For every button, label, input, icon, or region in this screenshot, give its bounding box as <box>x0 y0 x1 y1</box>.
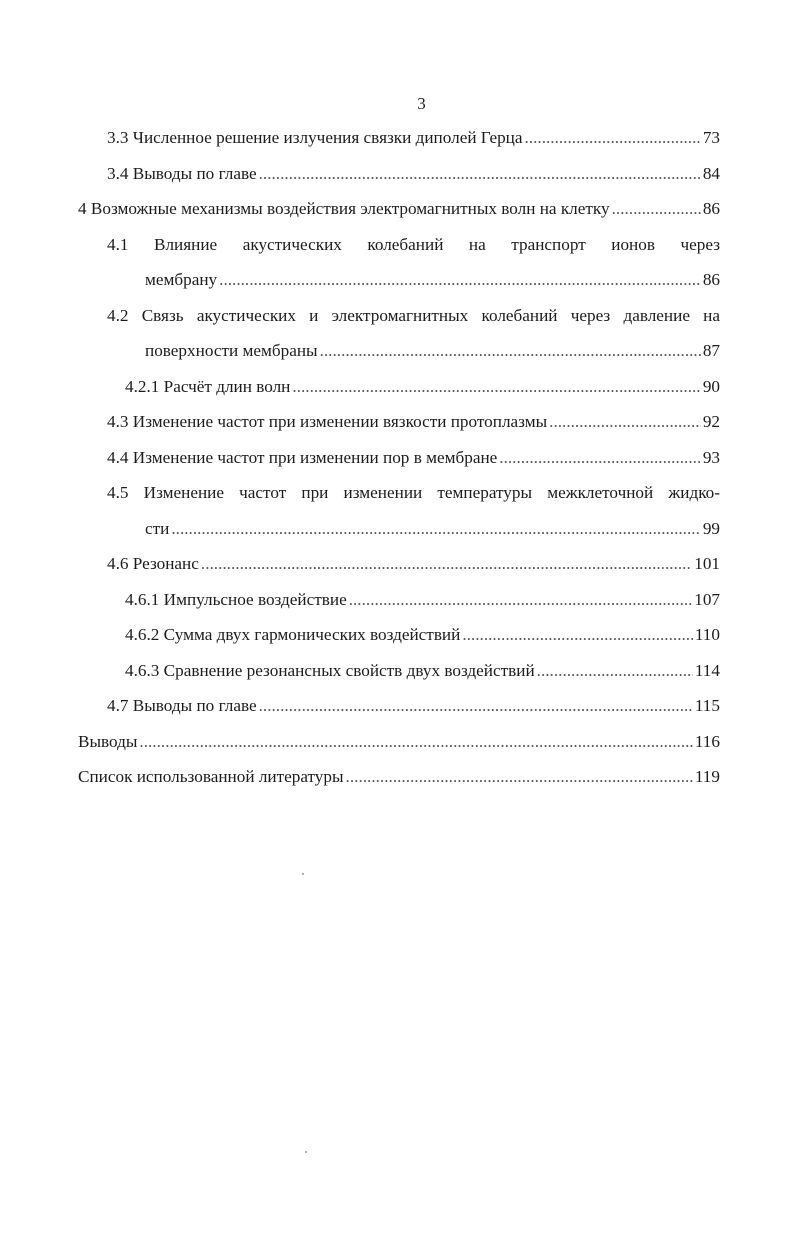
toc-entry-label: 4.5 Изменение частот при изменении температуры межклеточной жидко- <box>107 483 720 502</box>
toc-entry-label-continuation: сти <box>145 518 170 538</box>
toc-entry-page: 93 <box>702 447 720 467</box>
toc-entry-page: 119 <box>694 767 720 786</box>
toc-entry-4-1-line2[interactable] <box>78 270 720 306</box>
toc-entry-label-continuation: мембрану <box>145 270 218 289</box>
toc-dot-leader <box>525 128 701 148</box>
toc-dot-leader <box>349 590 693 610</box>
toc-entry-4-5-line2[interactable] <box>78 519 720 555</box>
toc-entry-page: 114 <box>694 660 720 680</box>
toc-entry-4-2-1[interactable] <box>78 377 720 413</box>
toc-entry-page: 86 <box>702 199 720 218</box>
page-number: 3 <box>417 94 426 113</box>
toc-entry-conclusions[interactable] <box>78 732 720 768</box>
toc-dot-leader <box>292 377 700 397</box>
toc-entry-label: 4.6.3 Сравнение резонансных свойств двух воздействий <box>125 660 535 680</box>
toc-dot-leader <box>259 164 701 184</box>
toc-entry-label: 4.2.1 Расчёт длин волн <box>125 376 291 396</box>
toc-entry-label: 4.6 Резонанс <box>107 554 199 573</box>
toc-entry-label: 3.3 Численное решение излучения связки диполей Герца <box>107 128 523 147</box>
toc-dot-leader <box>171 519 700 539</box>
toc-dot-leader <box>219 270 701 290</box>
toc-entry-4-2-line1[interactable] <box>78 306 720 342</box>
toc-entry-4-6[interactable] <box>78 554 720 590</box>
toc-entry-page: 90 <box>702 376 720 396</box>
toc-entry-page: 99 <box>702 518 720 538</box>
toc-entry-4-4[interactable] <box>78 448 720 484</box>
toc-entry-label: 4.3 Изменение частот при изменении вязкости протоплазмы <box>107 412 548 431</box>
toc-entry-label: Выводы <box>78 731 138 751</box>
table-of-contents <box>78 128 720 803</box>
toc-entry-page: 73 <box>702 128 720 147</box>
toc-entry-3-4[interactable] <box>78 164 720 200</box>
toc-entry-page: 116 <box>694 731 720 751</box>
toc-entry-4-3[interactable] <box>78 412 720 448</box>
toc-dot-leader <box>612 199 701 219</box>
scan-speck <box>305 1151 307 1153</box>
toc-entry-page: 101 <box>694 554 720 573</box>
toc-dot-leader <box>320 341 701 361</box>
toc-entry-label: 4.7 Выводы по главе <box>107 696 257 715</box>
toc-entry-page: 87 <box>702 341 720 360</box>
toc-dot-leader <box>462 625 693 645</box>
toc-entry-4-6-3[interactable] <box>78 661 720 697</box>
toc-entry-page: 86 <box>702 270 720 289</box>
toc-entry-4[interactable] <box>78 199 720 235</box>
toc-entry-4-2-line2[interactable] <box>78 341 720 377</box>
toc-dot-leader <box>537 661 693 681</box>
toc-entry-label: 4.6.1 Импульсное воздействие <box>125 589 347 609</box>
toc-entry-label: 4.4 Изменение частот при изменении пор в мембране <box>107 447 498 467</box>
toc-entry-label: 4.6.2 Сумма двух гармонических воздействий <box>125 625 461 644</box>
toc-entry-3-3[interactable] <box>78 128 720 164</box>
toc-entry-4-1-line1[interactable] <box>78 235 720 271</box>
toc-entry-label-continuation: поверхности мембраны <box>145 341 318 360</box>
toc-dot-leader <box>549 412 701 432</box>
toc-entry-page: 110 <box>694 625 720 644</box>
toc-entry-label: 4 Возможные механизмы воздействия электромагнитных волн на клетку <box>78 199 610 218</box>
toc-entry-4-5-line1[interactable] <box>78 483 720 519</box>
toc-dot-leader <box>139 732 692 752</box>
toc-dot-leader <box>499 448 701 468</box>
toc-entry-4-6-1[interactable] <box>78 590 720 626</box>
toc-entry-4-7[interactable] <box>78 696 720 732</box>
toc-dot-leader <box>201 554 692 574</box>
toc-entry-label: 4.2 Связь акустических и электромагнитных колебаний через давление на <box>107 305 720 325</box>
toc-entry-page: 115 <box>694 696 720 715</box>
toc-entry-label: 3.4 Выводы по главе <box>107 163 257 183</box>
toc-dot-leader <box>259 696 693 716</box>
toc-entry-page: 84 <box>702 163 720 183</box>
scan-speck <box>302 873 304 875</box>
toc-entry-references[interactable] <box>78 767 720 803</box>
toc-entry-page: 107 <box>694 589 720 609</box>
toc-entry-page: 92 <box>702 412 720 431</box>
toc-entry-label: 4.1 Влияние акустических колебаний на транспорт ионов через <box>107 234 720 254</box>
toc-entry-4-6-2[interactable] <box>78 625 720 661</box>
toc-entry-label: Список использованной литературы <box>78 767 344 786</box>
toc-dot-leader <box>346 767 693 787</box>
